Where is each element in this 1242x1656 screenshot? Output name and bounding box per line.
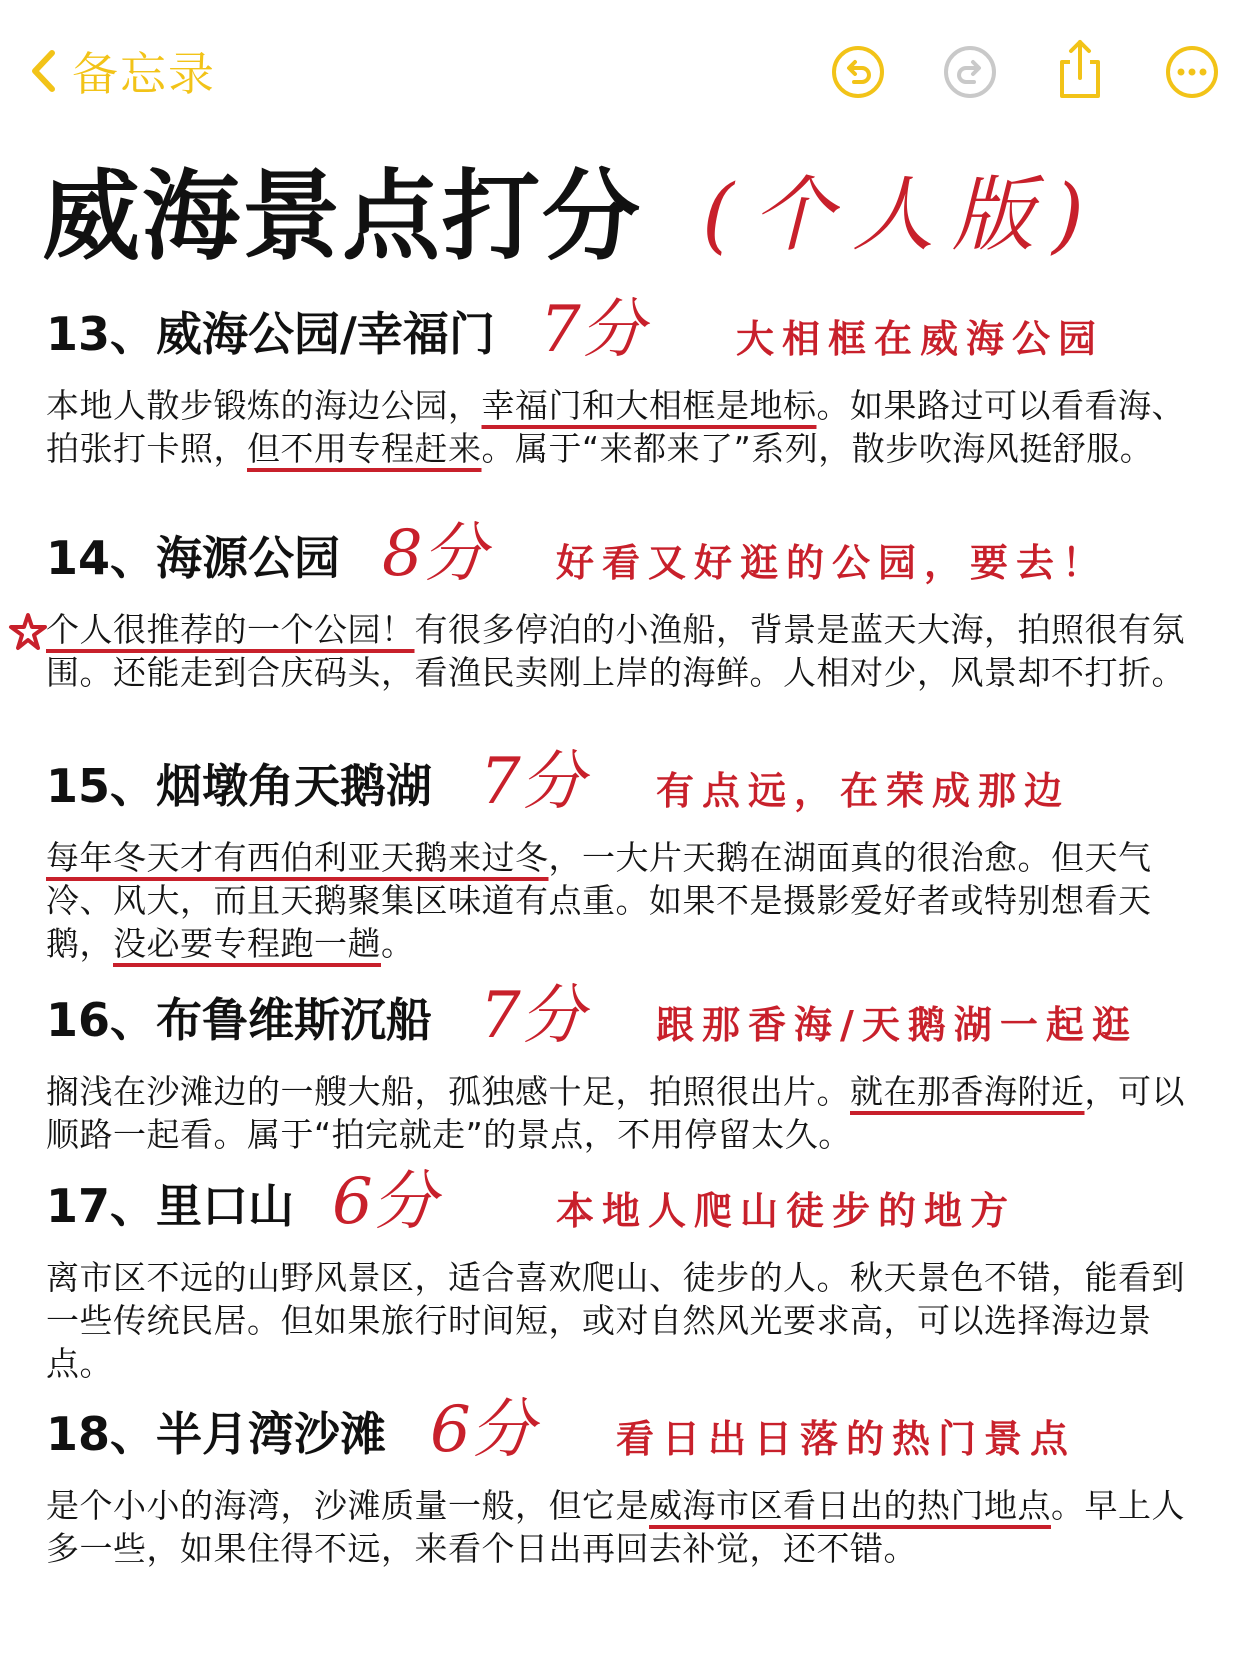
entry-handwritten-note: 跟那香海/天鹅湖一起逛 <box>656 1002 1138 1047</box>
entry-score: 7分 <box>480 745 585 819</box>
entry-score: 6分 <box>430 1393 535 1467</box>
undo-button[interactable] <box>830 44 886 100</box>
entry-handwritten-note: 好看又好逛的公园，要去！ <box>556 540 1109 585</box>
redo-icon <box>942 44 998 100</box>
entry-14 <box>46 517 1206 694</box>
highlighted-text: 就在那香海附近 <box>850 1072 1085 1111</box>
entry-body: 每年冬天才有西伯利亚天鹅来过冬，一大片天鹅在湖面真的很治愈。但天气冷、风大，而且天鹅聚集区味道有点重。如果不是摄影爱好者或特别想看天鹅，没必要专程跑一趟。 <box>46 838 1152 963</box>
entry-name: 13、威海公园/幸福门 <box>46 307 495 361</box>
undo-icon <box>830 44 886 100</box>
entry-body: 本地人散步锻炼的海边公园，幸福门和大相框是地标。如果路过可以看看海、拍张打卡照，但不用专程赶来。属于“来都来了”系列，散步吹海风挺舒服。 <box>46 386 1185 468</box>
entry-handwritten-note: 大相框在威海公园 <box>736 316 1105 361</box>
entry-header <box>46 979 1206 1064</box>
entry-16 <box>46 979 1206 1156</box>
entry-handwritten-note: 看日出日落的热门景点 <box>616 1416 1077 1461</box>
entry-body: 个人很推荐的一个公园！有很多停泊的小渔船，背景是蓝天大海，拍照很有氛围。还能走到合庆码头，看渔民卖刚上岸的海鲜。人相对少，风景却不打折。 <box>46 610 1185 692</box>
note-title-row <box>42 162 1222 272</box>
entry-name: 17、里口山 <box>46 1179 295 1233</box>
highlighted-text: 幸福门和大相框是地标 <box>481 386 817 425</box>
entry-name: 16、布鲁维斯沉船 <box>46 993 433 1047</box>
entry-header <box>46 517 1206 602</box>
entry-score: 8分 <box>382 517 487 591</box>
entry-body: 离市区不远的山野风景区，适合喜欢爬山、徒步的人。秋天景色不错，能看到一些传统民居。但如果旅行时间短，或对自然风光要求高，可以选择海边景点。 <box>46 1258 1185 1383</box>
share-button[interactable] <box>1052 38 1108 94</box>
entry-score: 6分 <box>332 1165 437 1239</box>
highlighted-text: 每年冬天才有西伯利亚天鹅来过冬 <box>46 838 549 877</box>
entry-name: 15、烟墩角天鹅湖 <box>46 759 433 813</box>
share-icon <box>1052 38 1108 102</box>
navigation-bar <box>0 0 1242 140</box>
highlighted-text: 威海市区看日出的热门地点 <box>649 1486 1051 1525</box>
entry-score: 7分 <box>540 293 645 367</box>
entry-13 <box>46 293 1206 470</box>
entry-score: 7分 <box>480 979 585 1053</box>
entry-header <box>46 745 1206 830</box>
more-icon <box>1164 44 1220 100</box>
highlighted-text: 个人很推荐的一个公园！ <box>46 610 415 649</box>
entry-15 <box>46 745 1206 965</box>
entry-name: 14、海源公园 <box>46 531 341 585</box>
redo-button[interactable] <box>942 44 998 100</box>
chevron-left-icon <box>30 49 56 93</box>
entry-header <box>46 293 1206 378</box>
back-button[interactable] <box>30 38 216 104</box>
entry-body: 是个小小的海湾，沙滩质量一般，但它是威海市区看日出的热门地点。早上人多一些，如果住得不远，来看个日出再回去补觉，还不错。 <box>46 1486 1185 1568</box>
highlighted-text: 没必要专程跑一趟 <box>113 924 381 963</box>
entry-header <box>46 1165 1206 1250</box>
entry-handwritten-note: 有点远，在荣成那边 <box>656 768 1071 813</box>
entry-17 <box>46 1165 1206 1385</box>
title-handwritten-note: (个人版) <box>702 168 1102 263</box>
more-button[interactable] <box>1164 44 1220 100</box>
star-icon <box>8 612 48 652</box>
entry-name: 18、半月湾沙滩 <box>46 1407 387 1461</box>
entry-header <box>46 1393 1206 1478</box>
back-label: 备忘录 <box>72 47 216 101</box>
entry-body: 搁浅在沙滩边的一艘大船，孤独感十足，拍照很出片。就在那香海附近，可以顺路一起看。属于“拍完就走”的景点，不用停留太久。 <box>46 1072 1185 1154</box>
entry-handwritten-note: 本地人爬山徒步的地方 <box>556 1188 1017 1233</box>
note-title: 威海景点打分 <box>42 160 643 274</box>
highlighted-text: 但不用专程赶来 <box>247 429 482 468</box>
entry-18 <box>46 1393 1206 1570</box>
